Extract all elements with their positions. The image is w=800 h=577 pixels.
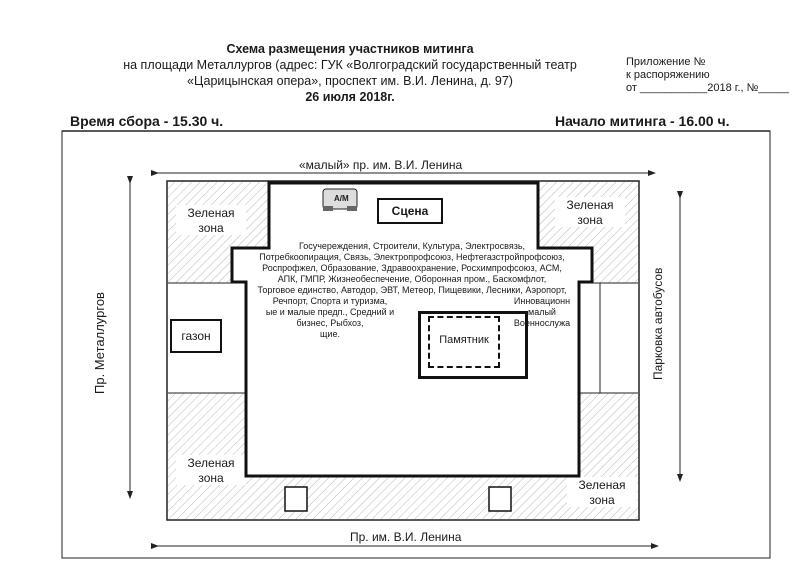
participants-block bbox=[246, 241, 578, 296]
street-left-label: Пр. Металлургов bbox=[92, 288, 107, 398]
green-zone-top-right bbox=[557, 198, 623, 228]
title-address-line-2: «Царицынская опера», проспект им. В.И. Ленина, д. 97) bbox=[187, 74, 513, 88]
annex-line: Приложение № bbox=[626, 56, 706, 68]
participants-line: бизнес, Рыбхоз, bbox=[296, 318, 364, 328]
annex-line: от ___________2018 г., №_____ bbox=[626, 82, 790, 94]
participants-left-block bbox=[250, 296, 410, 340]
participants-line: Инновационн bbox=[513, 296, 571, 306]
street-bottom-label: Пр. им. В.И. Ленина bbox=[346, 530, 465, 544]
parking-label: Парковка автобусов bbox=[651, 264, 665, 384]
annex-line: к распоряжению bbox=[626, 69, 710, 81]
participants-line: Потребкоопирация, Связь, Электропрофсоюз, Нефтегазстройпрофсоюз, bbox=[259, 252, 565, 262]
title-date: 26 июля 2018г. bbox=[305, 90, 395, 104]
green-zone-bottom-right bbox=[569, 478, 635, 508]
participants-line: Роспрофжел, Образование, Здравоохранение, Росхимпрофсоюз, АСМ, bbox=[262, 263, 562, 273]
participants-line: малый bbox=[528, 307, 556, 317]
green-zone-top-left bbox=[178, 206, 244, 236]
small-square-right bbox=[489, 487, 511, 511]
zone-label: зона bbox=[198, 221, 224, 235]
zone-label: Зеленая bbox=[187, 456, 235, 470]
zone-label: зона bbox=[589, 493, 615, 507]
car-label: А/М bbox=[334, 194, 349, 203]
zone-label: Зеленая bbox=[566, 198, 614, 212]
participants-right-block bbox=[508, 296, 576, 329]
green-zone-bottom-left bbox=[178, 456, 244, 486]
participants-line: Речпорт, Спорта и туризма, bbox=[272, 296, 388, 306]
stage-box: Сцена bbox=[377, 198, 443, 224]
participants-line: Военнослужа bbox=[513, 318, 571, 328]
small-square-left bbox=[285, 487, 307, 511]
monument-box: Памятник bbox=[428, 316, 500, 368]
street-top-label: «малый» пр. им. В.И. Ленина bbox=[295, 158, 466, 172]
participants-line: АПК, ГМПР, Жизнеобеспечение, Оборонная пром., Баскомфлот, bbox=[277, 274, 547, 284]
document-title: Схема размещения участников митинга bbox=[226, 42, 474, 56]
participants-line: Торговое единство, Автодор, ЭВТ, Метеор, Пищевики, Лесники, Аэропорт, bbox=[257, 285, 567, 295]
participants-line: щие. bbox=[320, 329, 340, 339]
lawn-box: газон bbox=[170, 319, 222, 353]
zone-label: Зеленая bbox=[578, 478, 626, 492]
start-time: Начало митинга - 16.00 ч. bbox=[555, 113, 730, 129]
gather-time: Время сбора - 15.30 ч. bbox=[70, 113, 224, 129]
zone-label: зона bbox=[198, 471, 224, 485]
title-address-line: на площади Металлургов (адрес: ГУК «Волгоградский государственный театр bbox=[123, 58, 577, 72]
zone-label: зона bbox=[577, 213, 603, 227]
participants-line: ые и малые предп., Средний и bbox=[265, 307, 395, 317]
participants-line: Госучереждения, Строители, Культура, Электросвязь, bbox=[298, 241, 526, 251]
zone-label: Зеленая bbox=[187, 206, 235, 220]
